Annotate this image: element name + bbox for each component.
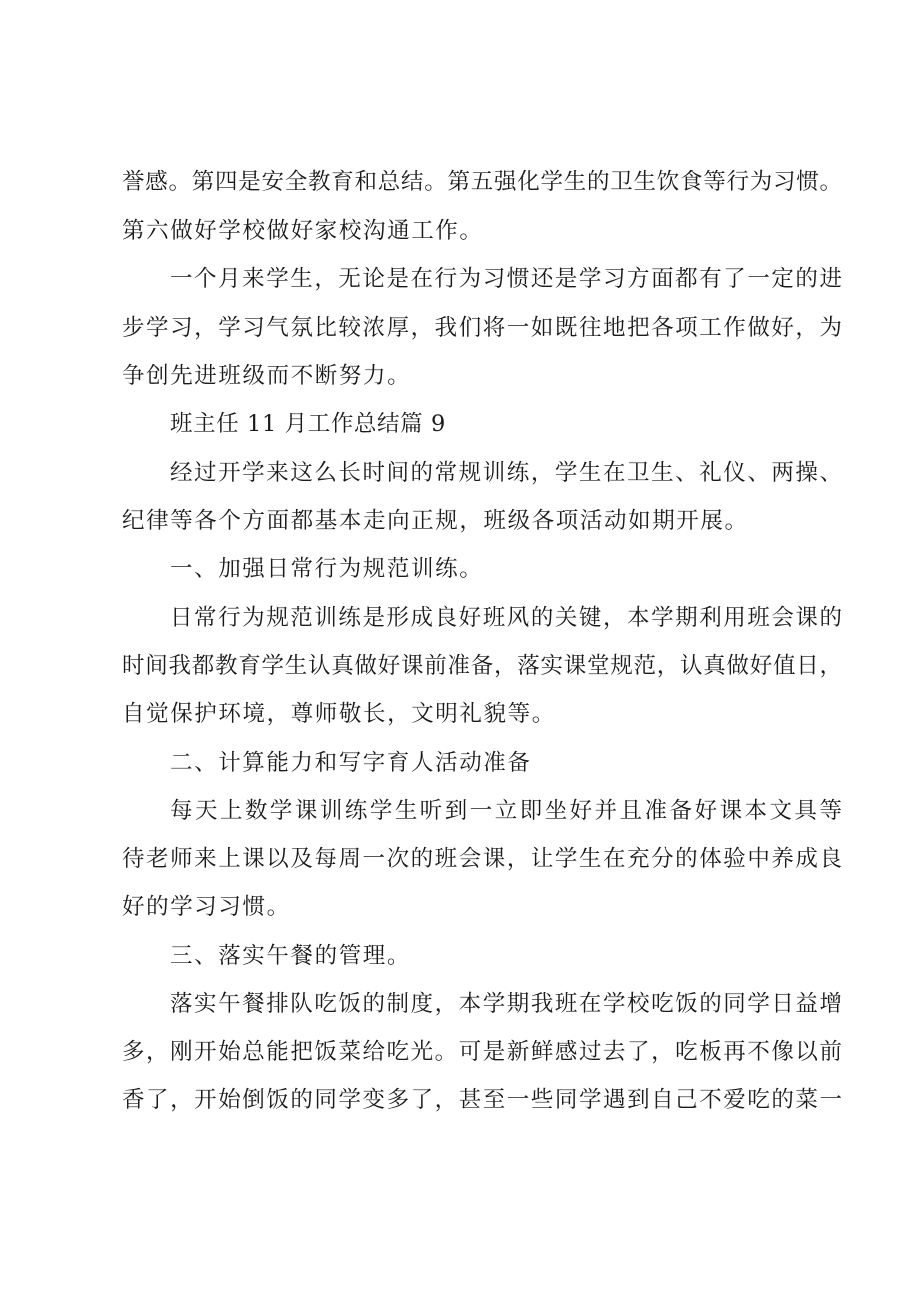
text-line: 时间我都教育学生认真做好课前准备，落实课堂规范，认真做好值日，	[122, 653, 842, 679]
text-line: 纪律等各个方面都基本走向正规，班级各项活动如期开展。	[122, 508, 749, 534]
text-line: 誉感。第四是安全教育和总结。第五强化学生的卫生饮食等行为习惯。	[122, 169, 842, 195]
text-line: 多，刚开始总能把饭菜给吃光。可是新鲜感过去了，吃板再不像以前	[122, 1039, 842, 1065]
section-title: 班主任 11 月工作总结篇 9	[170, 411, 446, 437]
paragraph-first-line: 每天上数学课训练学生听到一立即坐好并且准备好课本文具等	[170, 798, 842, 824]
text-line: 好的学习习惯。	[122, 894, 291, 920]
text-line: 自觉保护环境，尊师敬长，文明礼貌等。	[122, 701, 556, 727]
text-line: 待老师来上课以及每周一次的班会课，让学生在充分的体验中养成良	[122, 846, 842, 872]
section-heading: 二、计算能力和写字育人活动准备	[170, 750, 532, 776]
paragraph-first-line: 落实午餐排队吃饭的制度，本学期我班在学校吃饭的同学日益增	[170, 991, 842, 1017]
paragraph-first-line: 一个月来学生，无论是在行为习惯还是学习方面都有了一定的进	[170, 266, 842, 292]
paragraph-first-line: 日常行为规范训练是形成良好班风的关键，本学期利用班会课的	[170, 605, 842, 631]
text-line: 争创先进班级而不断努力。	[122, 363, 412, 389]
text-line: 步学习，学习气氛比较浓厚，我们将一如既往地把各项工作做好，为	[122, 315, 842, 341]
paragraph-first-line: 经过开学来这么长时间的常规训练，学生在卫生、礼仪、两操、	[170, 460, 842, 486]
text-line: 香了，开始倒饭的同学变多了，甚至一些同学遇到自己不爱吃的菜一	[122, 1087, 842, 1113]
section-heading: 一、加强日常行为规范训练。	[170, 556, 484, 582]
text-line: 第六做好学校做好家校沟通工作。	[122, 218, 484, 244]
section-heading: 三、落实午餐的管理。	[170, 943, 412, 969]
